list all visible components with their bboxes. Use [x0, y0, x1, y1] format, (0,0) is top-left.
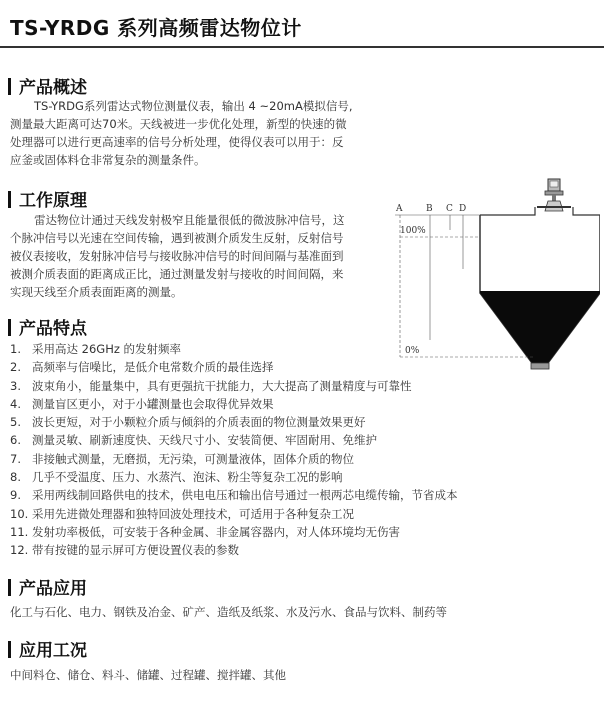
feature-number: 5. — [10, 415, 21, 430]
level-0-label: 0% — [405, 346, 420, 356]
feature-item — [10, 505, 458, 523]
feature-item — [10, 377, 458, 395]
applications-text: 化工与石化、电力、钢铁及冶金、矿产、造纸及纸浆、水及污水、食品与饮料、制药等 — [10, 605, 447, 619]
overview-paragraph — [10, 97, 353, 169]
feature-item — [10, 486, 458, 504]
feature-text: 波长更短，对于小颗粒介质与倾斜的介质表面的物位测量效果更好 — [32, 415, 366, 430]
feature-number: 12. — [10, 543, 29, 558]
principle-line: 被测介质表面的距离成正比，通过测量发射与接收的时间间隔，来 — [10, 267, 344, 281]
title-bar — [0, 0, 604, 48]
feature-number: 10. — [10, 506, 29, 521]
feature-text: 采用先进微处理器和独特回波处理技术，可适用于各种复杂工况 — [32, 506, 354, 521]
conditions-heading — [8, 636, 87, 661]
tank-outlet — [531, 363, 549, 369]
principle-heading-text: 工作原理 — [19, 191, 87, 211]
feature-number: 11. — [10, 524, 29, 539]
feature-item — [10, 468, 458, 486]
applications-heading — [8, 574, 87, 599]
label-d: D — [459, 204, 467, 214]
feature-number: 9. — [10, 488, 21, 503]
feature-number: 6. — [10, 433, 21, 448]
page-title: TS-YRDG 系列高频雷达物位计 — [10, 16, 302, 40]
feature-text: 采用高达 26GHz 的发射频率 — [32, 342, 182, 356]
tank-material-fill — [480, 291, 600, 363]
feature-number: 8. — [10, 470, 21, 485]
overview-heading — [8, 73, 87, 98]
feature-text: 发射功率极低，可安装于各种金属、非金属容器内，对人体环境均无伤害 — [32, 524, 400, 539]
feature-number: 4. — [10, 396, 21, 411]
feature-number: 3. — [10, 378, 21, 393]
label-a: A — [396, 204, 403, 214]
applications-heading-text: 产品应用 — [19, 579, 87, 599]
feature-item — [10, 541, 458, 559]
feature-text: 测量灵敏、刷新速度快、天线尺寸小、安装简便、牢固耐用、免维护 — [32, 433, 377, 448]
conditions-heading-text: 应用工况 — [19, 641, 87, 661]
overview-line: 应釜或固体料仓非常复杂的测量条件。 — [10, 153, 206, 167]
label-b: B — [426, 204, 433, 214]
feature-text: 几乎不受温度、压力、水蒸汽、泡沫、粉尘等复杂工况的影响 — [32, 470, 343, 485]
feature-item — [10, 358, 458, 376]
feature-number: 1. — [10, 342, 21, 356]
principle-line: 被仪表接收，发射脉冲信号与接收脉冲信号的时间间隔与基准面到 — [10, 249, 344, 263]
feature-text: 高频率与信噪比，是低介电常数介质的最佳选择 — [32, 360, 274, 375]
heading-bar — [8, 191, 11, 208]
feature-item — [10, 523, 458, 541]
features-list — [10, 340, 458, 560]
feature-item — [10, 340, 458, 358]
principle-line: 个脉冲信号以光速在空间传输，遇到被测介质发生反射，反射信号 — [10, 231, 344, 245]
feature-number: 7. — [10, 451, 21, 466]
feature-text: 带有按键的显示屏可方便设置仪表的参数 — [32, 543, 239, 558]
feature-text: 采用两线制回路供电的技术，供电电压和输出信号通过一根两芯电缆传输，节省成本 — [32, 488, 458, 503]
heading-bar — [8, 78, 11, 95]
overview-heading-text: 产品概述 — [19, 78, 87, 98]
label-c: C — [446, 204, 453, 214]
overview-line: 测量最大距离可达70米。天线被进一步优化处理，新型的快速的微 — [10, 117, 347, 131]
heading-bar — [8, 641, 11, 658]
feature-item — [10, 431, 458, 449]
principle-heading — [8, 186, 87, 211]
principle-line: 实现天线至介质表面距离的测量。 — [10, 285, 183, 299]
principle-line: 雷达物位计通过天线发射极窄且能量很低的微波脉冲信号，这 — [34, 213, 345, 227]
heading-bar — [8, 579, 11, 596]
feature-text: 测量盲区更小，对于小罐测量也会取得优异效果 — [32, 396, 274, 411]
overview-line: 处理器可以进行更高速率的信号分析处理，使得仪表可以用于：反 — [10, 135, 344, 149]
principle-paragraph — [10, 211, 345, 301]
feature-item — [10, 395, 458, 413]
features-heading-text: 产品特点 — [19, 319, 87, 339]
feature-text: 波束角小，能量集中，具有更强抗干扰能力，大大提高了测量精度与可靠性 — [32, 378, 412, 393]
heading-bar — [8, 319, 11, 336]
conditions-text: 中间料仓、储仓、料斗、储罐、过程罐、搅拌罐、其他 — [10, 668, 286, 682]
overview-line: TS-YRDG系列雷达式物位测量仪表，输出 4 ~20mA模拟信号, — [34, 99, 353, 113]
feature-number: 2. — [10, 360, 21, 375]
level-100-label: 100% — [400, 226, 426, 236]
feature-text: 非接触式测量，无磨损，无污染，可测量液体，固体介质的物位 — [32, 451, 354, 466]
feature-item — [10, 413, 458, 431]
features-heading — [8, 314, 87, 339]
feature-item — [10, 450, 458, 468]
